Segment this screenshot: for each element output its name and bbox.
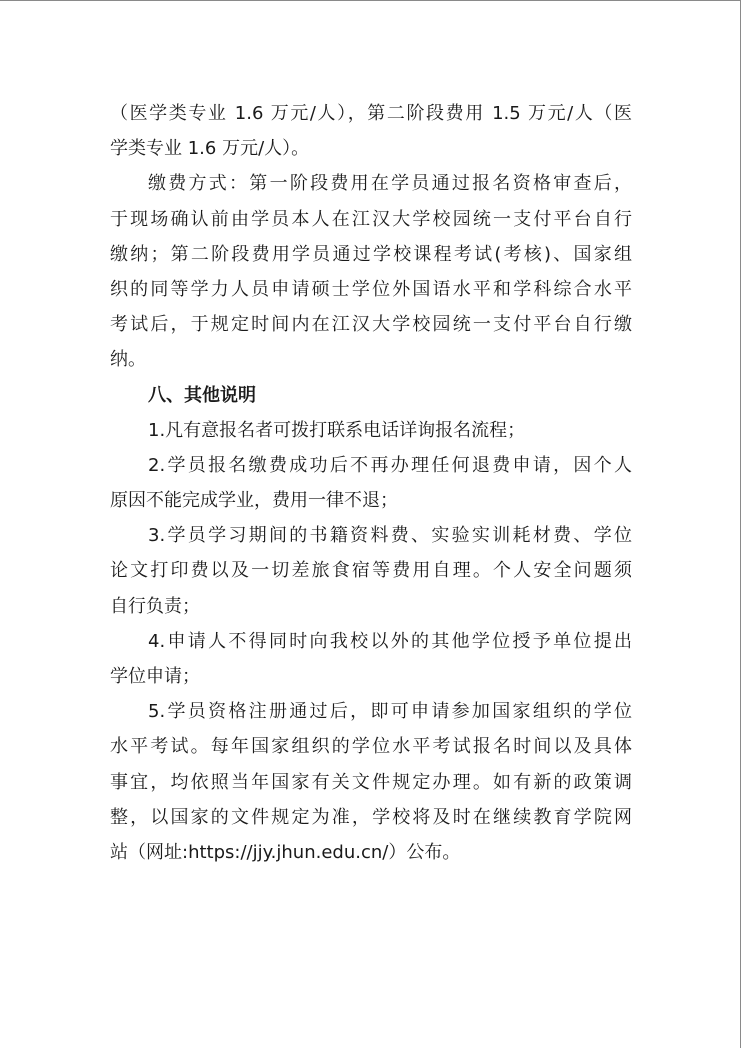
paragraph xyxy=(110,518,632,624)
text-line: 自行负责； xyxy=(110,595,200,617)
text-line: 织的同等学力人员申请硕士学位外国语水平和学科综合水平 xyxy=(110,278,632,300)
text-line: 站（网址:https://jjy.jhun.edu.cn/）公布。 xyxy=(110,841,461,863)
text-line: （医学类专业 1.6 万元/人），第二阶段费用 1.5 万元/人（医 xyxy=(110,103,632,124)
text-line: 水平考试。每年国家组织的学位水平考试报名时间以及具体 xyxy=(110,736,632,758)
text-line: 缴纳；第二阶段费用学员通过学校课程考试(考核)、国家组 xyxy=(110,243,632,265)
paragraph xyxy=(110,448,632,518)
text-line: 事宜，均依照当年国家有关文件规定办理。如有新的政策调 xyxy=(110,771,632,793)
text-line: 1.凡有意报名者可拨打联系电话详询报名流程； xyxy=(148,419,526,441)
section-heading xyxy=(110,378,632,413)
paragraph xyxy=(110,413,632,448)
text-line: 2.学员报名缴费成功后不再办理任何退费申请，因个人 xyxy=(148,454,632,476)
paragraph xyxy=(110,96,632,166)
paragraph xyxy=(110,624,632,694)
text-line: 八、其他说明 xyxy=(148,384,256,406)
text-line: 于现场确认前由学员本人在江汉大学校园统一支付平台自行 xyxy=(110,208,632,230)
text-line: 学位申请； xyxy=(110,666,200,687)
text-line: 缴费方式：第一阶段费用在学员通过报名资格审查后， xyxy=(148,173,632,195)
text-line: 论文打印费以及一切差旅食宿等费用自理。个人安全问题须 xyxy=(110,560,632,582)
paragraph xyxy=(110,694,632,870)
text-line: 整，以国家的文件规定为准，学校将及时在继续教育学院网 xyxy=(110,806,632,828)
text-line: 原因不能完成学业，费用一律不退； xyxy=(110,490,398,512)
text-line: 纳。 xyxy=(110,349,146,371)
text-line: 4.申请人不得同时向我校以外的其他学位授予单位提出 xyxy=(148,630,632,652)
text-line: 考试后，于规定时间内在江汉大学校园统一支付平台自行缴 xyxy=(110,314,632,336)
paragraph xyxy=(110,166,632,377)
text-line: 学类专业 1.6 万元/人）。 xyxy=(110,138,310,160)
text-line: 3.学员学习期间的书籍资料费、实验实训耗材费、学位 xyxy=(148,525,632,547)
document-body xyxy=(110,96,632,870)
text-line: 5.学员资格注册通过后，即可申请参加国家组织的学位 xyxy=(148,701,632,723)
